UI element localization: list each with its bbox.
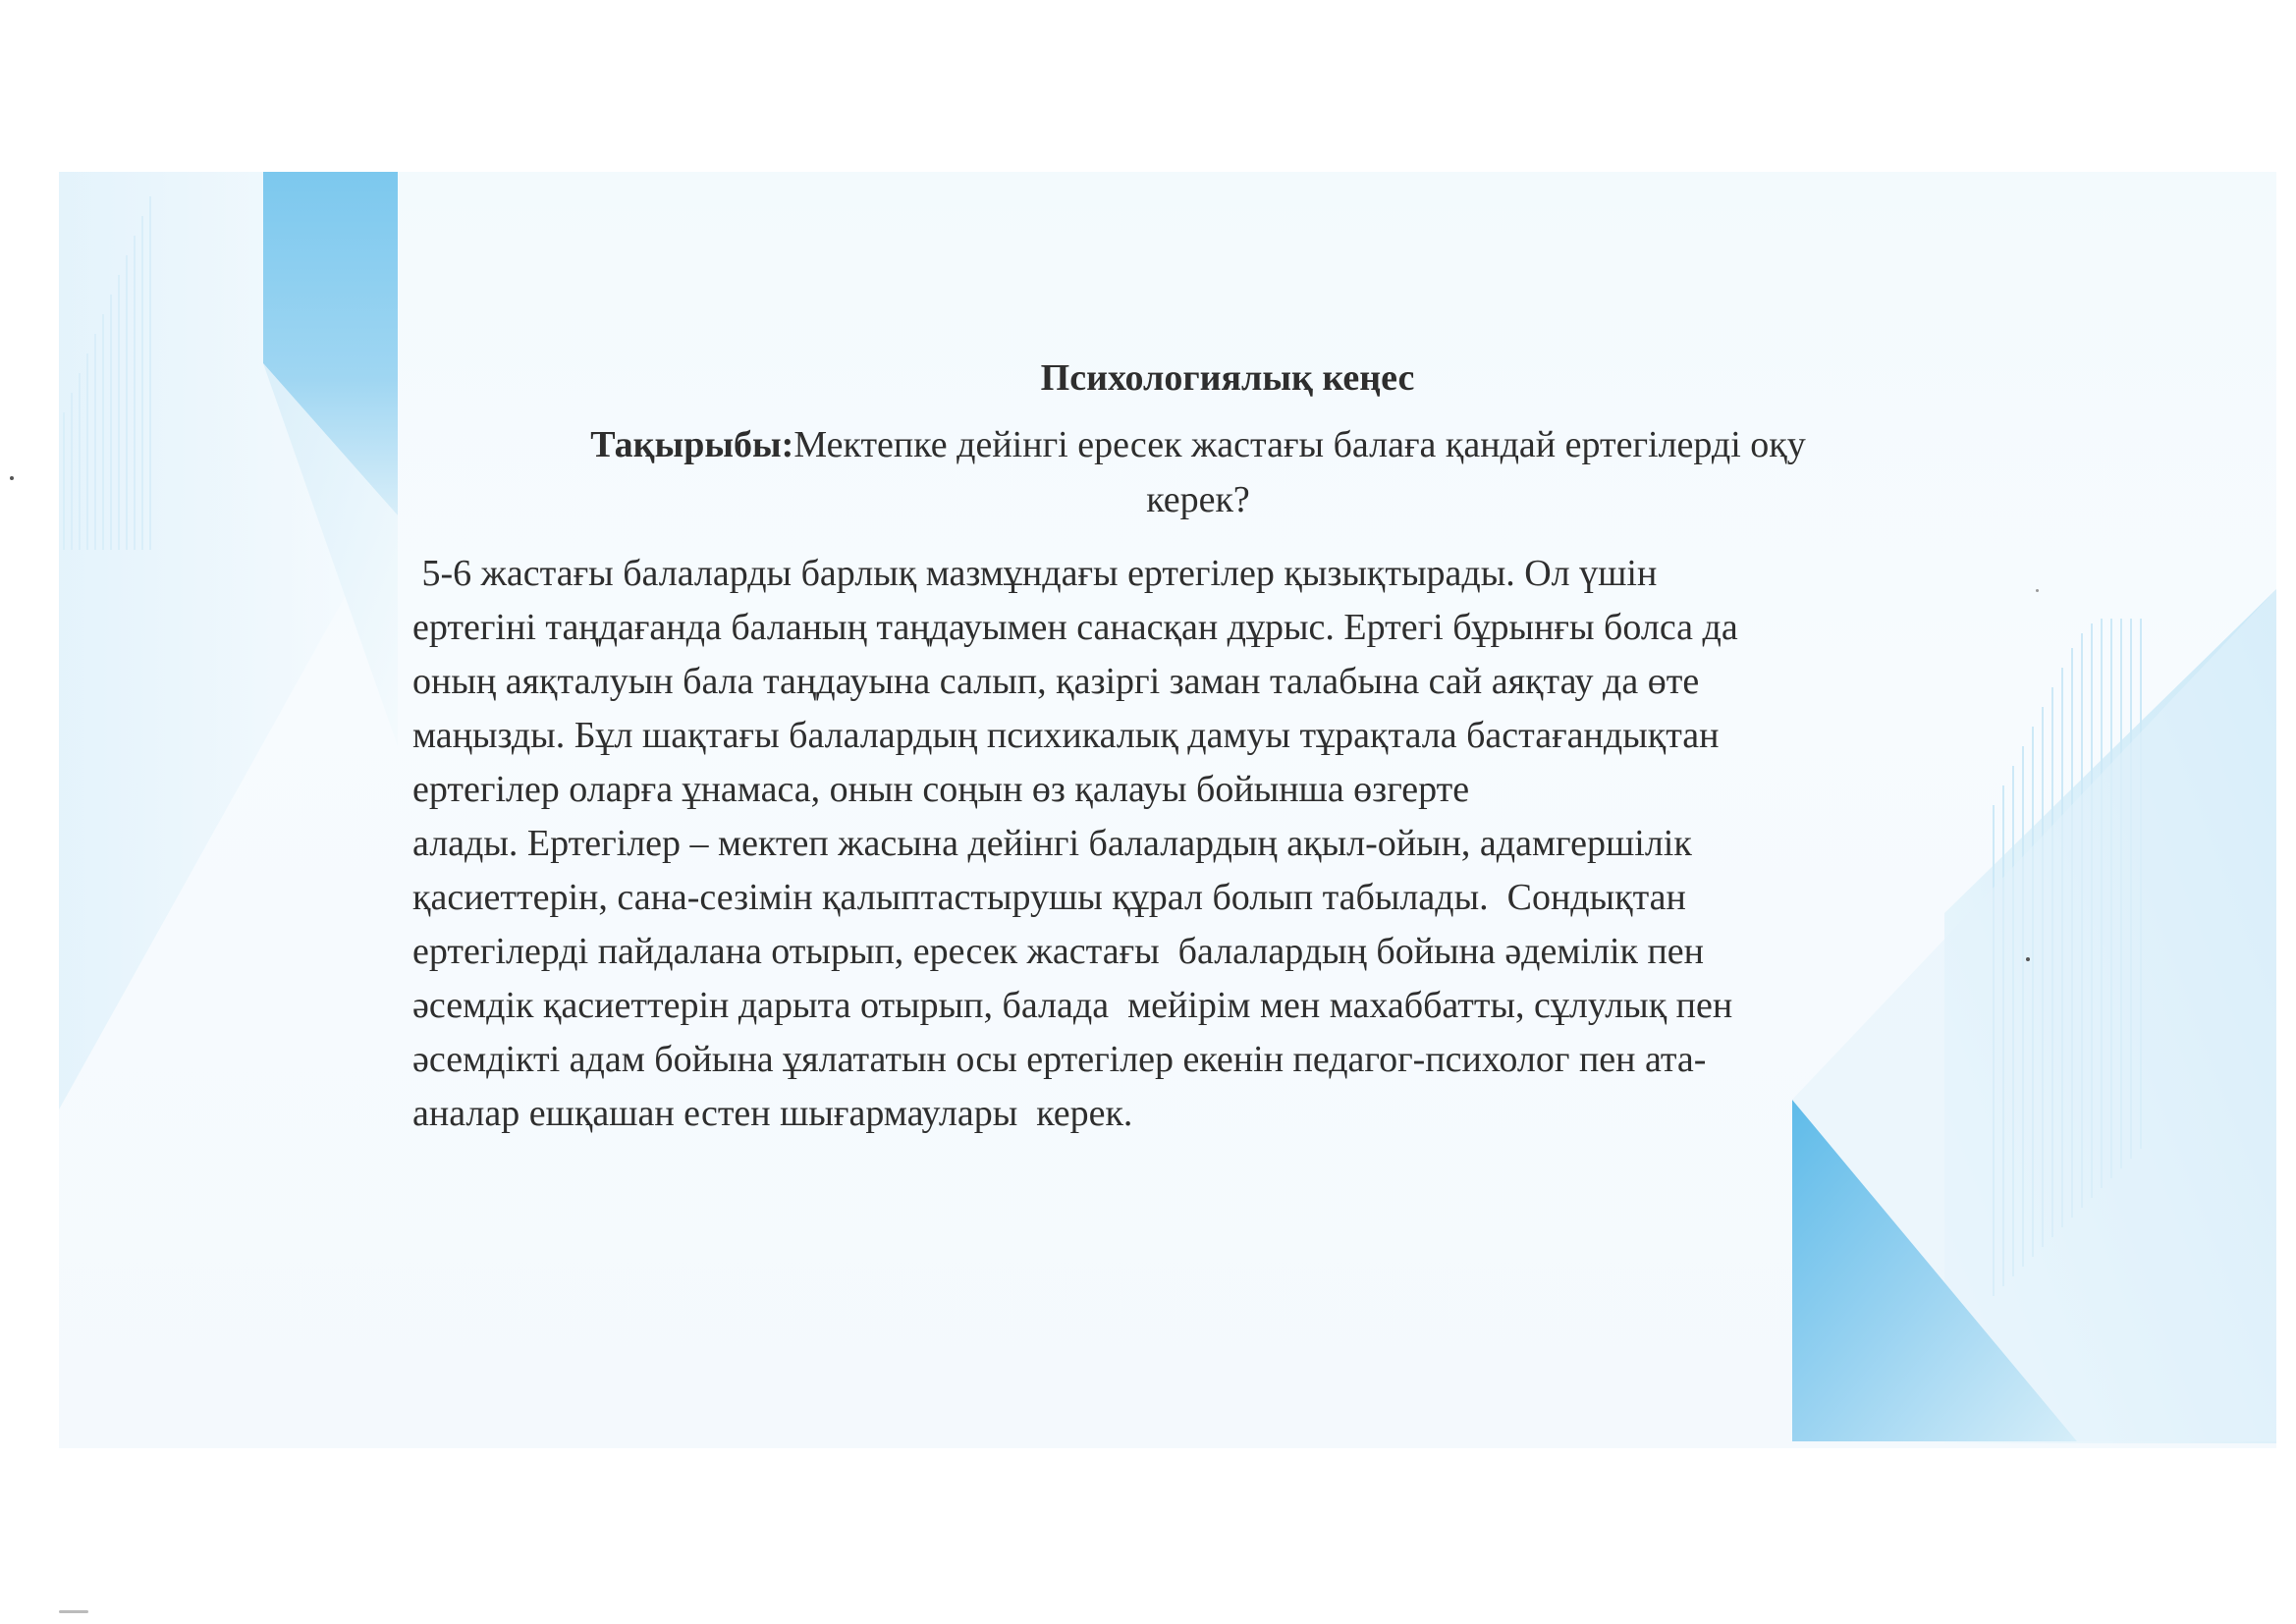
body-line: оның аяқталуын бала таңдауына салып, қазіргі заман талабына сай аяқтау да өте (412, 661, 1700, 702)
body-line: ертегілер оларға ұнамаса, онын соңын өз қалауы бойынша өзгерте (412, 769, 1470, 810)
body-line: алады. Ертегілер – мектеп жасына дейінгі балалардың ақыл-ойын, адамгершілік (412, 823, 1692, 864)
body-line: ертегіні таңдағанда баланың таңдауымен санасқан дұрыс. Ертегі бұрынғы болса да (412, 607, 1738, 648)
scan-speck (2036, 589, 2039, 592)
scan-speck (59, 1610, 88, 1613)
subtitle-label: Тақырыбы: (590, 424, 794, 465)
document-content (412, 349, 1925, 1141)
body-line: маңызды. Бұл шақтағы балалардың психикалық дамуы тұрақтала бастағандықтан (412, 715, 1720, 756)
body-line: ертегілерді пайдалана отырып, ересек жастағы балалардың бойына әдемілік пен (412, 931, 1705, 972)
body-line: 5-6 жастағы балаларды барлық мазмұндағы ертегілер қызықтырады. Ол үшін (412, 553, 1658, 594)
scan-speck (2026, 957, 2030, 961)
document-title: Психологиялық кеңес (1040, 357, 1415, 399)
body-line: қасиеттерін, сана-сезімін қалыптастырушы құрал болып табылады. Сондықтан (412, 877, 1686, 918)
subtitle-text-line2: керек? (1146, 479, 1250, 520)
scan-speck (10, 476, 14, 480)
document-subtitle (412, 417, 1925, 527)
body-line: әсемдікті адам бойына ұялататын осы ертегілер екенін педагог-психолог пен ата- (412, 1039, 1707, 1080)
subtitle-text-line1: Мектепке дейінгі ересек жастағы балаға қандай ертегілерді оқу (793, 424, 1806, 465)
body-paragraph (412, 547, 1925, 1141)
body-line: аналар ешқашан естен шығармаулары керек. (412, 1093, 1133, 1134)
body-line: әсемдік қасиеттерін дарыта отырып, балада мейірім мен махаббатты, сұлулық пен (412, 985, 1733, 1026)
